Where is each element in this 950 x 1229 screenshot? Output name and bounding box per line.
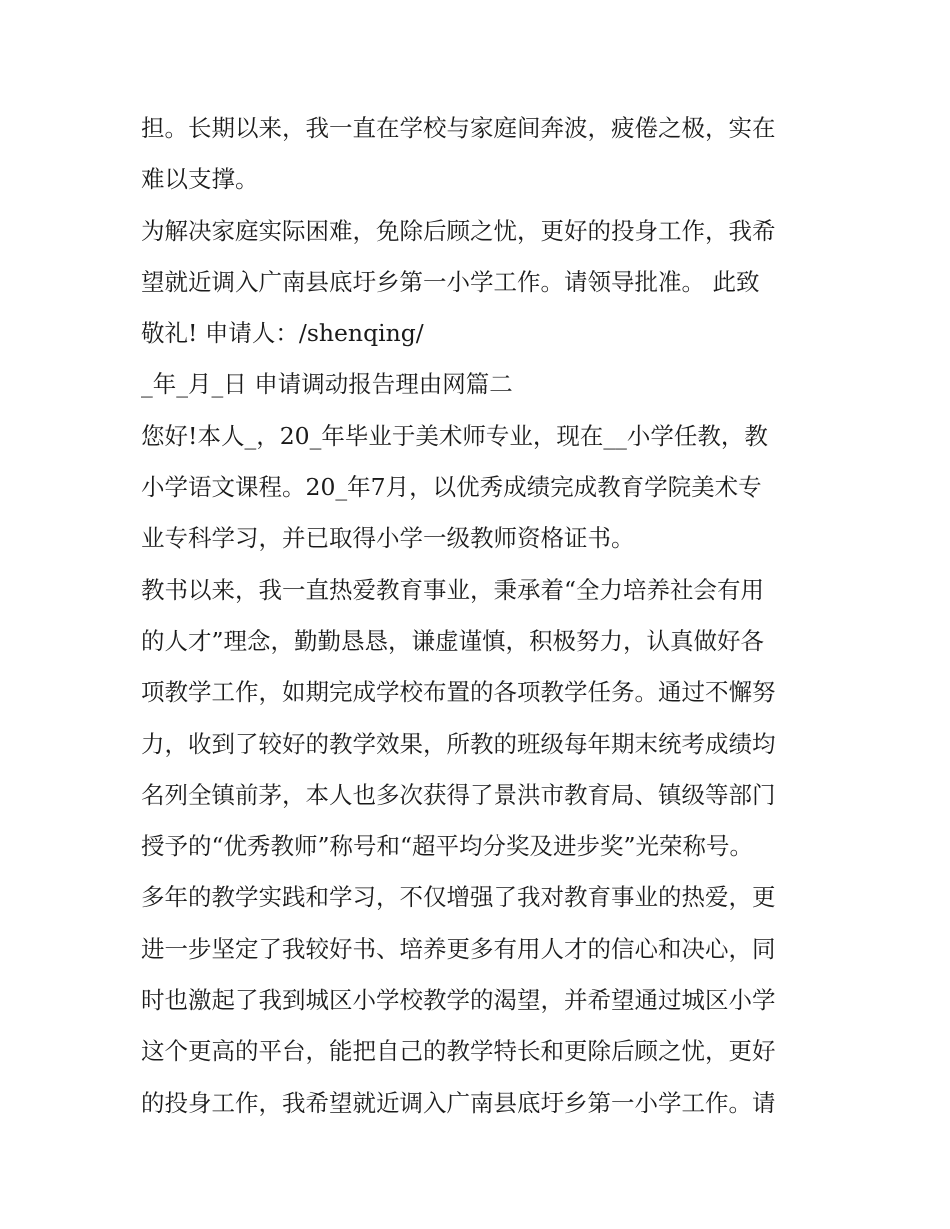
- text-line: 这个更高的平台，能把自己的教学特长和更除后顾之忧，更好: [141, 1037, 776, 1066]
- text-line: 时也激起了我到城区小学校教学的渴望，并希望通过城区小学: [141, 986, 776, 1015]
- text-line: 多年的教学实践和学习，不仅增强了我对教育事业的热爱，更: [141, 883, 776, 912]
- text-line: 敬礼! 申请人：/shenqing/: [141, 319, 424, 348]
- text-line: 担。长期以来，我一直在学校与家庭间奔波，疲倦之极，实在: [141, 114, 776, 142]
- text-line: 难以支撑。: [141, 165, 259, 194]
- text-line: 小学语文课程。20_年7月，以优秀成绩完成教育学院美术专: [141, 473, 762, 502]
- section-heading-line: _年_月_日 申请调动报告理由网篇二: [141, 370, 513, 399]
- text-line: 望就近调入广南县底圩乡第一小学工作。请领导批准。 此致: [141, 267, 760, 296]
- document-body: [141, 103, 821, 1129]
- text-line: 为解决家庭实际困难，免除后顾之忧，更好的投身工作，我希: [141, 216, 776, 245]
- text-line: 的人才”理念，勤勤恳恳，谦虚谨慎，积极努力，认真做好各: [141, 626, 765, 655]
- text-line: 的投身工作，我希望就近调入广南县底圩乡第一小学工作。请: [141, 1088, 776, 1117]
- text-line: 项教学工作，如期完成学校布置的各项教学任务。通过不懈努: [141, 678, 776, 707]
- text-line: 教书以来，我一直热爱教育事业，秉承着“全力培养社会有用: [141, 575, 765, 604]
- text-line: 名列全镇前茅，本人也多次获得了景洪市教育局、镇级等部门: [141, 780, 776, 809]
- text-line: 授予的“优秀教师”称号和“超平均分奖及进步奖”光荣称号。: [141, 832, 754, 861]
- text-line: 业专科学习，并已取得小学一级教师资格证书。: [141, 524, 635, 553]
- text-line: 进一步坚定了我较好书、培养更多有用人才的信心和决心，同: [141, 934, 776, 963]
- text-line: 力，收到了较好的教学效果，所教的班级每年期末统考成绩均: [141, 729, 776, 758]
- text-line: 您好!本人_，20_年毕业于美术师专业，现在__小学任教，教: [141, 421, 768, 450]
